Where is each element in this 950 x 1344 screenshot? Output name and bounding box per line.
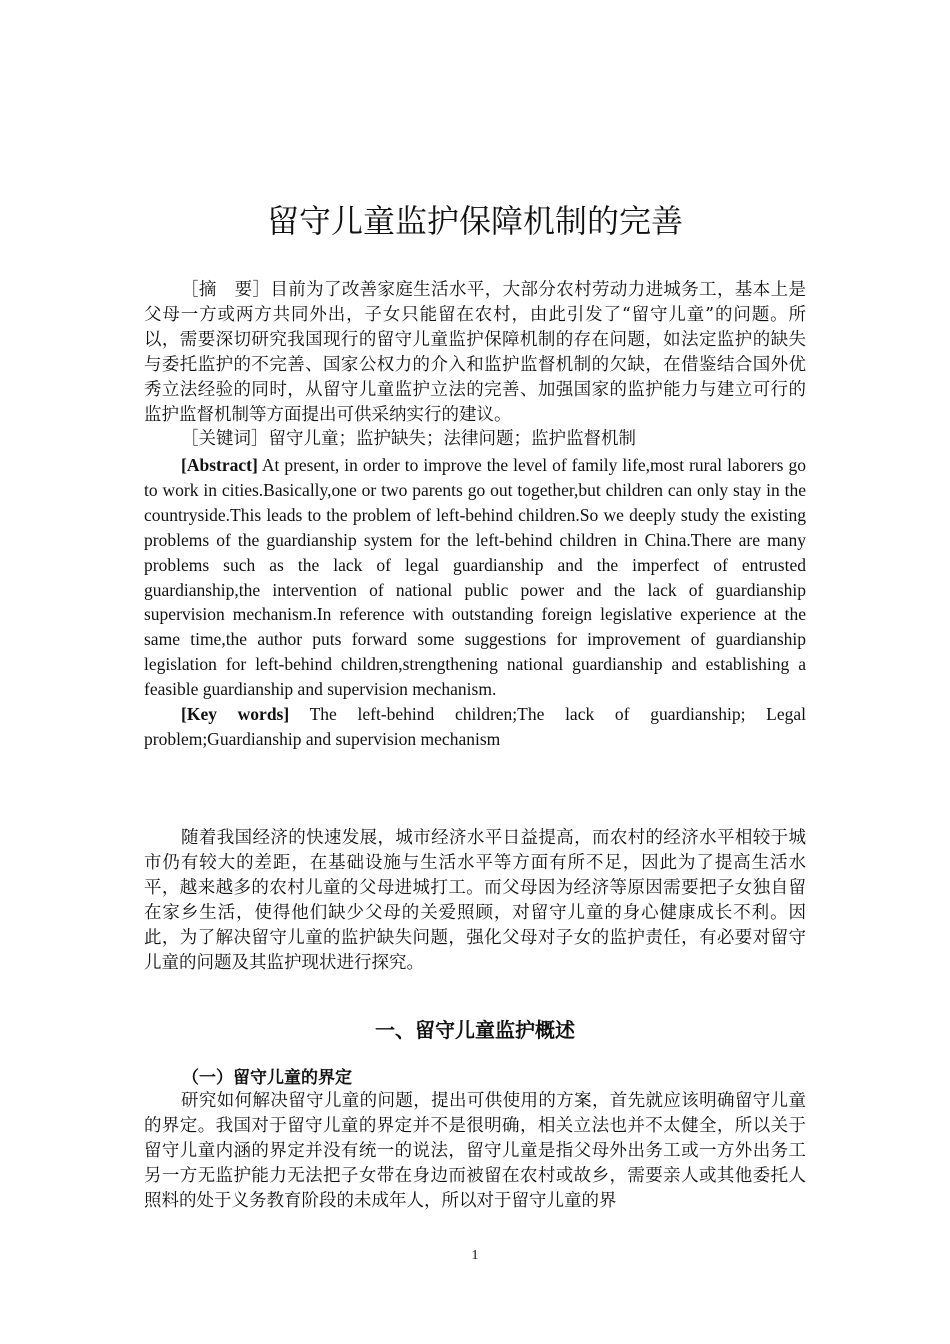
abstract-en-block: [144, 453, 806, 752]
abstract-en-text: At present, in order to improve the level of family life,most rural laborers go to work in cities.Basically,one or two parents go out together,but children can only stay in the countryside.This leads to the problem of left-behind children.So we deeply study the existing problems of the guardianship system for the left-behind children in China.There are many problems such as the lack of legal guardianship and the imperfect of entrusted guardianship,the intervention of national public power and the lack of guardianship supervision mechanism.In reference with outstanding foreign legislative experience at the same time,the author puts forward some suggestions for improvement of guardianship legislation for left-behind children,strengthening national guardianship and establishing a feasible guardianship and supervision mechanism.: [144, 455, 806, 700]
abstract-en-label: [Abstract]: [181, 455, 258, 475]
abstract-en: [144, 453, 806, 702]
subsection-paragraph: 研究如何解决留守儿童的问题，提出可供使用的方案，首先就应该明确留守儿童的界定。我国对于留守儿童的界定并不是很明确，相关立法也并不太健全，所以关于留守儿童内涵的界定并没有统一的说法，留守儿童是指父母外出务工或一方外出务工另一方无监护能力无法把子女带在身边而被留在农村或故乡，需要亲人或其他委托人照料的处于义务教育阶段的未成年人，所以对于留守儿童的界: [144, 1091, 806, 1211]
intro-block: [144, 826, 806, 975]
intro-paragraph: 随着我国经济的快速发展，城市经济水平日益提高，而农村的经济水平相较于城市仍有较大的差距，在基础设施与生活水平等方面有所不足，因此为了提高生活水平，越来越多的农村儿童的父母进城打工。而父母因为经济等原因需要把子女独自留在家乡生活，使得他们缺少父母的关爱照顾，对留守儿童的身心健康成长不利。因此，为了解决留守儿童的监护缺失问题，强化父母对子女的监护责任，有必要对留守儿童的问题及其监护现状进行探究。: [144, 828, 806, 973]
keywords-en: [144, 702, 806, 752]
abstract-cn: [144, 278, 806, 427]
subsection-heading: （一）留守儿童的界定: [182, 1068, 352, 1088]
keywords-en-label: [Key words]: [181, 704, 290, 725]
abstract-cn-label: ［摘 要］: [181, 280, 271, 300]
subsection-body: [144, 1089, 806, 1214]
section-heading: 一、留守儿童监护概述: [375, 1017, 575, 1042]
abstract-cn-block: [144, 278, 806, 452]
keywords-cn: [144, 427, 806, 452]
keywords-en-text: The left-behind children;The lack of guardianship; Legal problem;Guardianship and supervision mechanism: [144, 704, 806, 749]
document-title: 留守儿童监护保障机制的完善: [266, 202, 683, 241]
keywords-cn-text: 留守儿童；监护缺失；法律问题；监护监督机制: [268, 429, 636, 450]
keywords-cn-label: ［关键词］: [181, 429, 269, 450]
page-number: 1: [471, 1248, 479, 1263]
abstract-cn-text: 目前为了改善家庭生活水平，大部分农村劳动力进城务工，基本上是父母一方或两方共同外出，子女只能留在农村，由此引发了“留守儿童”的问题。所以，需要深切研究我国现行的留守儿童监护保障机制的存在问题，如法定监护的缺失与委托监护的不完善、国家公权力的介入和监护监督机制的欠缺，在借鉴结合国外优秀立法经验的同时，从留守儿童监护立法的完善、加强国家的监护能力与建立可行的监护监督机制等方面提出可供采纳实行的建议。: [144, 280, 807, 425]
